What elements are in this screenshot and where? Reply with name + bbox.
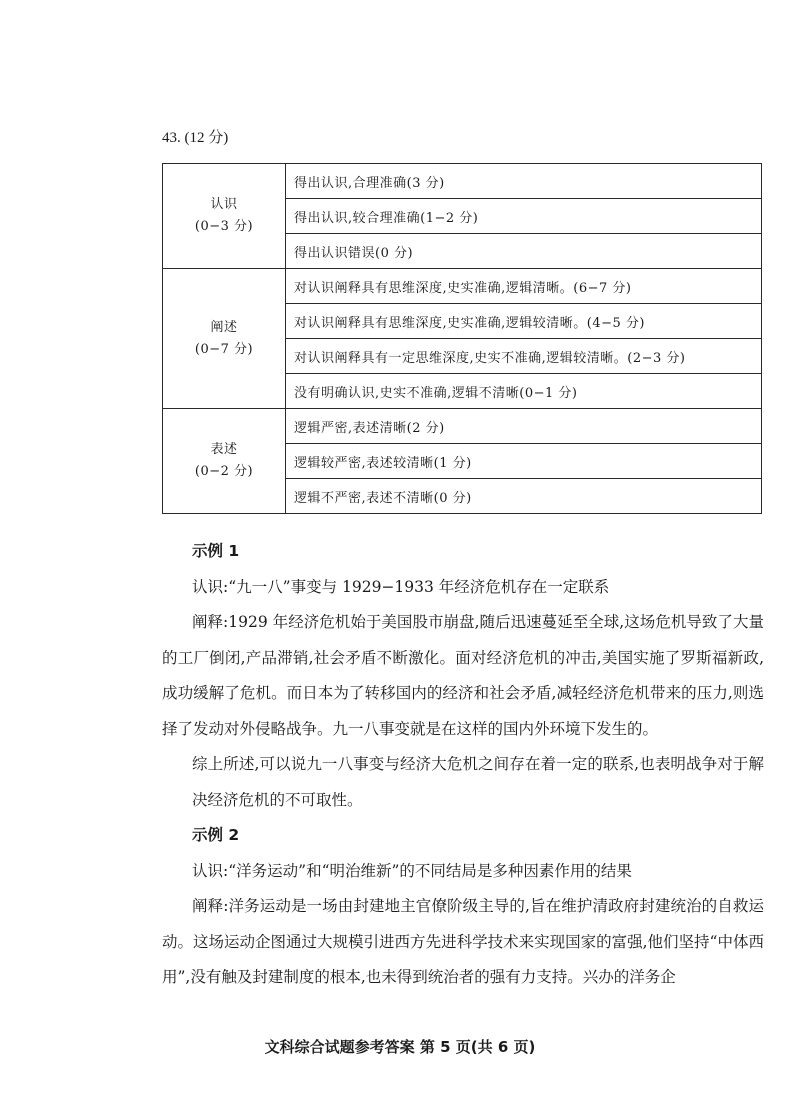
rubric-category-label: 阐述 <box>210 319 238 335</box>
rubric-criterion: 得出认识错误(0 分) <box>286 234 762 269</box>
rubric-criterion: 逻辑严密,表述清晰(2 分) <box>286 409 762 444</box>
example-1-explanation: 阐释:1929 年经济危机始于美国股市崩盘,随后迅速蔓延至全球,这场危机导致了大量的工厂倒闭,产品滞销,社会矛盾不断激化。面对经济危机的冲击,美国实施了罗斯福新政,成功缓解了危机。而日本为了转移国内的经济和社会矛盾,减轻经济危机带来的压力,则选择了发动对外侵略战争。九一八事变就是在这样的国内外环境下发生的。 <box>162 613 764 738</box>
rubric-criterion: 没有明确认识,史实不准确,逻辑不清晰(0−1 分) <box>286 374 762 409</box>
rubric-category-label: 认识 <box>210 197 238 212</box>
rubric-criterion: 对认识阐释具有思维深度,史实准确,逻辑较清晰。(4−5 分) <box>286 304 762 339</box>
example-1-view: 认识:“九一八”事变与 1929−1933 年经济危机存在一定联系 <box>192 577 610 596</box>
answer-examples <box>162 534 764 996</box>
example-1-title: 示例 1 <box>192 542 240 560</box>
example-2-explanation: 阐释:洋务运动是一场由封建地主官僚阶级主导的,旨在维护清政府封建统治的自救运动。这场运动企图通过大规模引进西方先进科学技术来实现国家的富强,他们坚持“中体西用”,没有触及封建制度的根本,也未得到统治者的强有力支持。兴办的洋务企 <box>162 897 764 986</box>
rubric-row <box>163 409 762 444</box>
rubric-row <box>163 164 762 199</box>
page-footer: 文科综合试题参考答案 第 5 页(共 6 页) <box>264 1038 536 1056</box>
rubric-criterion: 逻辑较严密,表述较清晰(1 分) <box>286 444 762 479</box>
rubric-row <box>163 269 762 304</box>
rubric-category-range: (0−3 分) <box>194 219 254 234</box>
rubric-category-range: (0−2 分) <box>194 464 254 479</box>
rubric-category-cell <box>163 164 286 269</box>
rubric-criterion: 得出认识,较合理准确(1−2 分) <box>286 199 762 234</box>
rubric-criterion: 对认识阐释具有思维深度,史实准确,逻辑清晰。(6−7 分) <box>286 269 762 304</box>
rubric-criterion: 逻辑不严密,表述不清晰(0 分) <box>286 479 762 514</box>
rubric-category-range: (0−7 分) <box>194 341 254 357</box>
question-header: 43. (12 分) <box>162 130 229 146</box>
example-2-view: 认识:“洋务运动”和“明治维新”的不同结局是多种因素作用的结果 <box>192 861 632 880</box>
example-2-title: 示例 2 <box>192 826 240 844</box>
rubric-criterion: 对认识阐释具有一定思维深度,史实不准确,逻辑较清晰。(2−3 分) <box>286 339 762 374</box>
rubric-category-label: 表述 <box>210 442 238 457</box>
example-1-conclusion: 综上所述,可以说九一八事变与经济大危机之间存在着一定的联系,也表明战争对于解决经济危机的不可取性。 <box>192 755 764 809</box>
rubric-category-cell <box>163 269 286 409</box>
rubric-criterion: 得出认识,合理准确(3 分) <box>286 164 762 199</box>
scoring-rubric-table <box>162 163 762 514</box>
rubric-category-cell <box>163 409 286 514</box>
